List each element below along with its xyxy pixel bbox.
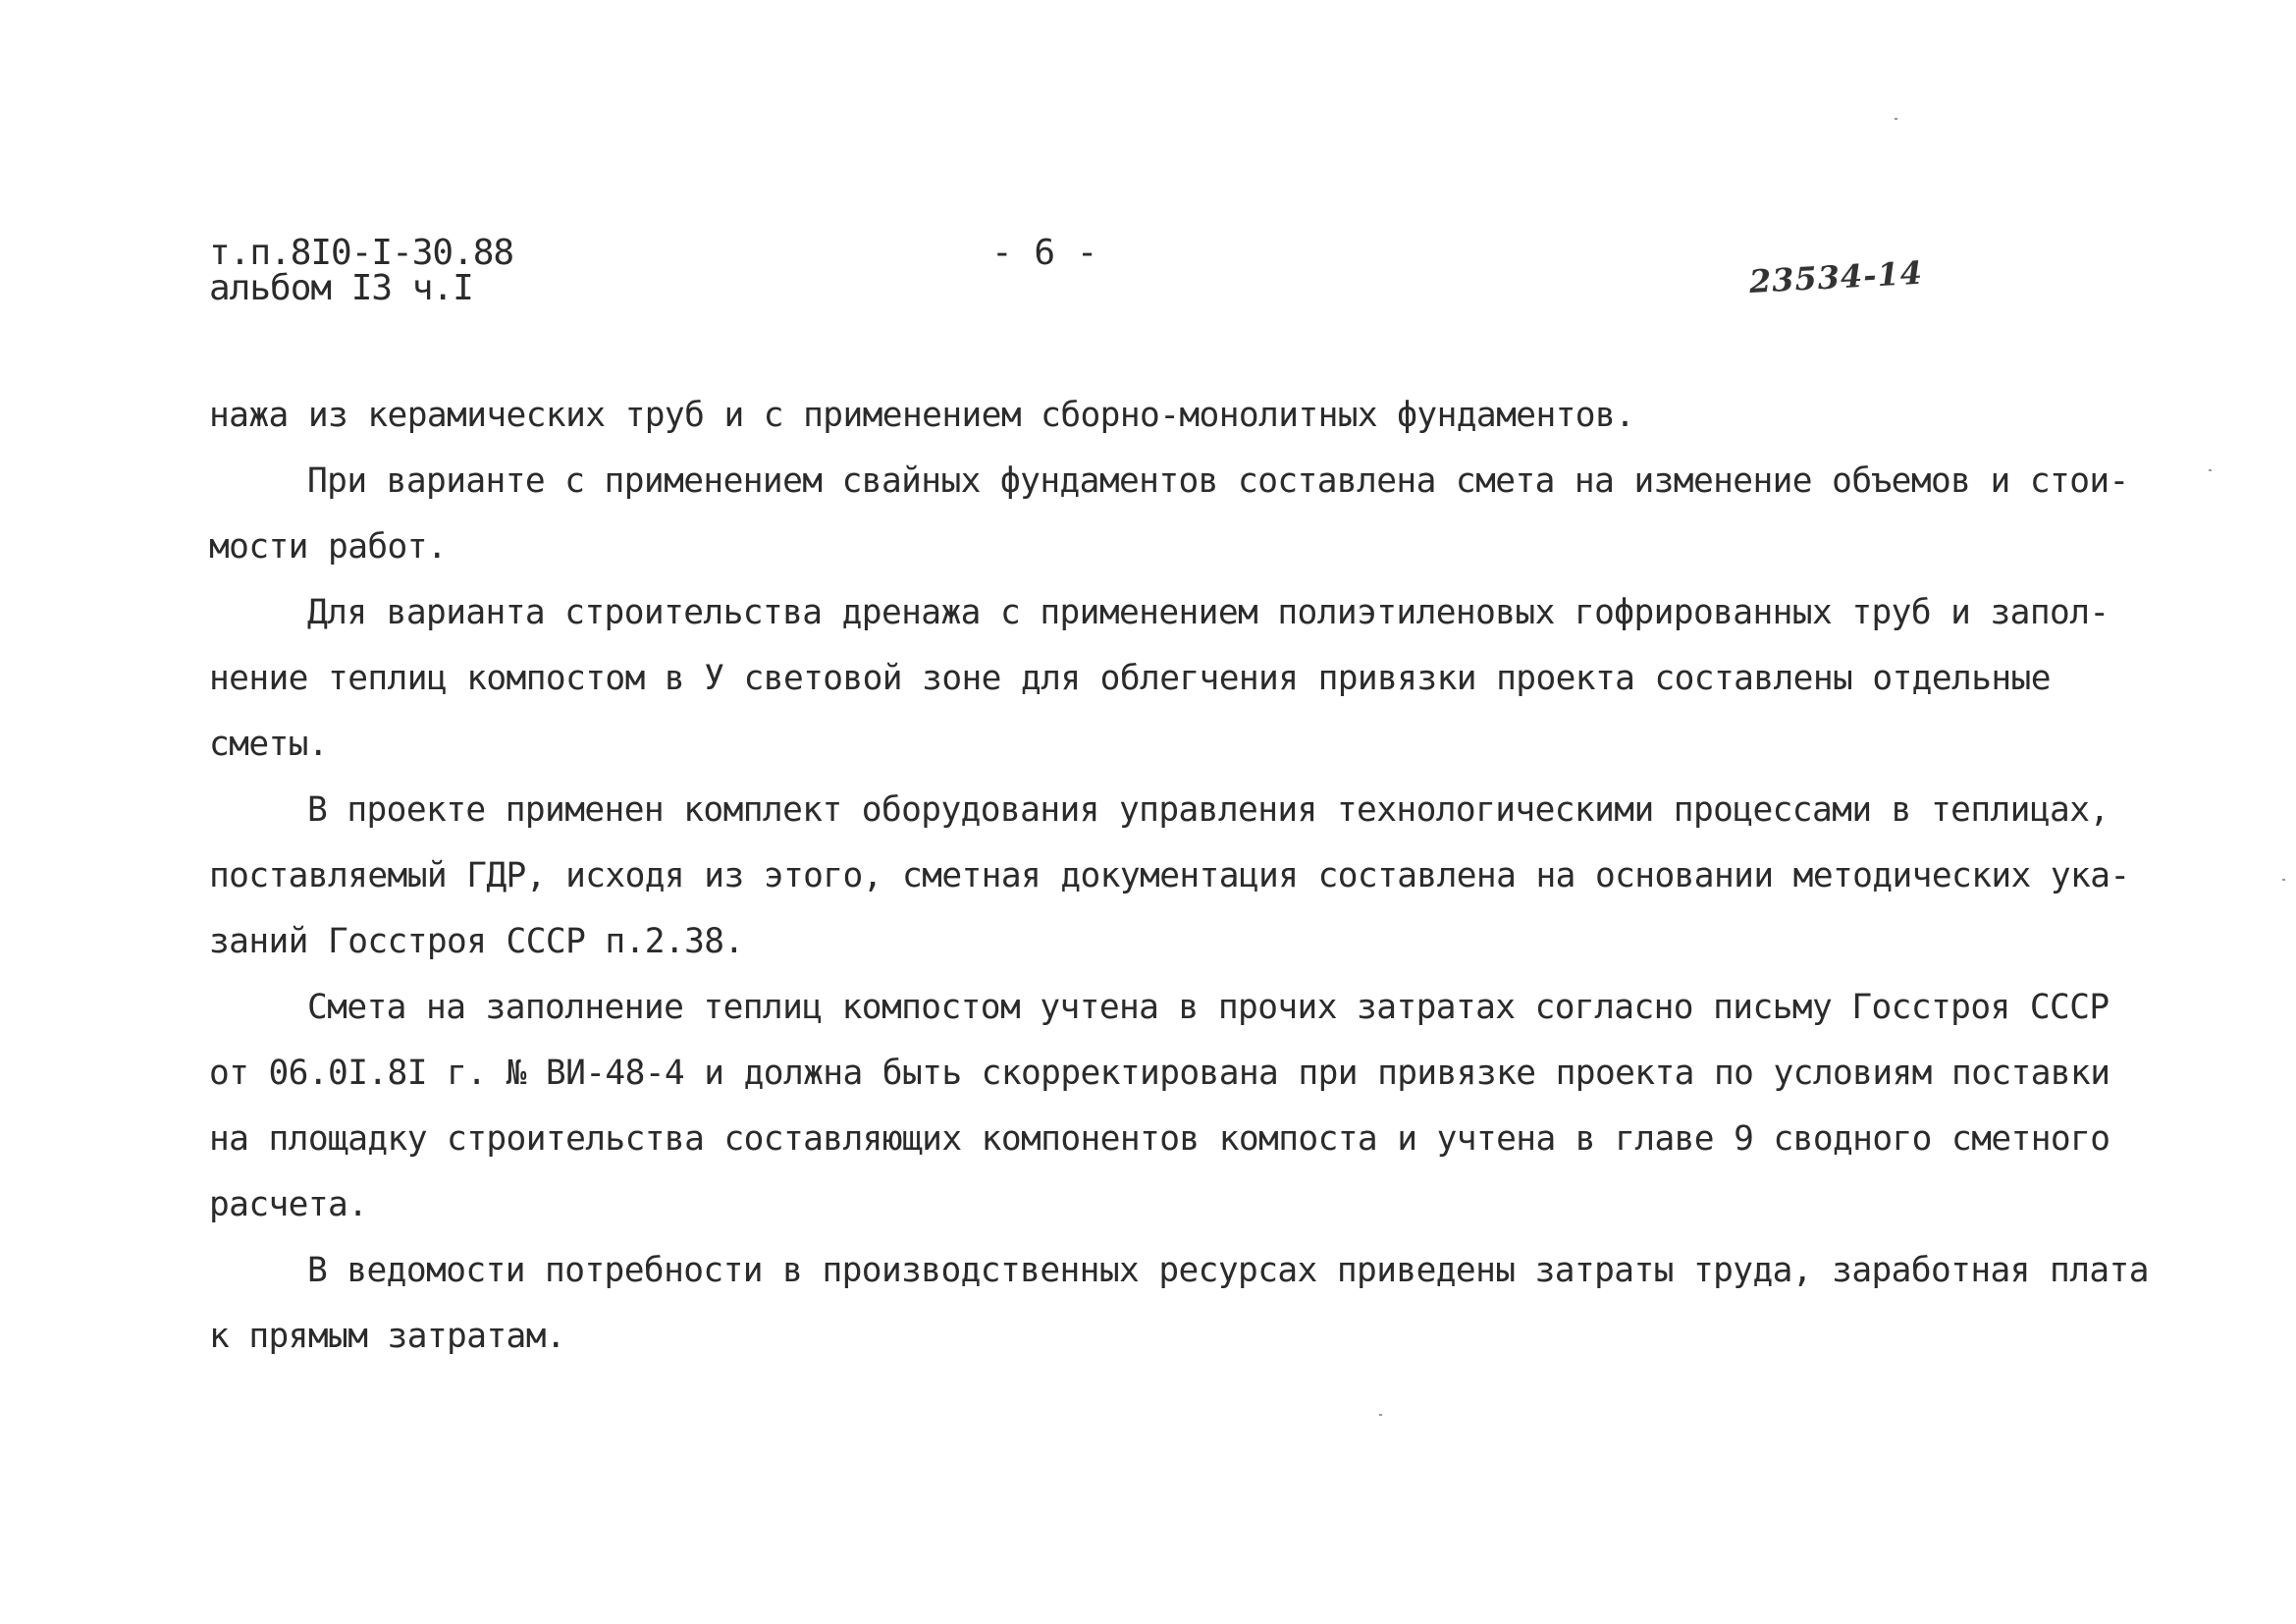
- scan-speck: [1379, 1414, 1382, 1416]
- text-line: на площадку строительства составляющих компонентов компоста и учтена в главе 9 сводного сметного: [209, 1119, 2110, 1159]
- document-code-line-2: альбом I3 ч.I: [209, 268, 473, 308]
- text-line: При варианте с применением свайных фундаментов составлена смета на изменение объемов и стои-: [307, 461, 2129, 501]
- text-line: нение теплиц компостом в У световой зоне для облегчения привязки проекта составлены отдельные: [209, 659, 2051, 698]
- text-line: мости работ.: [209, 527, 448, 567]
- text-line: от 06.0I.8I г. № ВИ-48-4 и должна быть скорректирована при привязке проекта по условиям поставки: [209, 1054, 2110, 1093]
- body-text: [209, 383, 2182, 1370]
- text-line: расчета.: [209, 1185, 368, 1224]
- text-line: поставляемый ГДР, исходя из этого, сметная документация составлена на основании методических ука-: [209, 856, 2130, 895]
- scan-speck: [2209, 469, 2212, 471]
- text-line: нажа из керамических труб и с применением сборно-монолитных фундаментов.: [209, 396, 1635, 435]
- text-line: В проекте применен комплект оборудования управления технологическими процессами в теплицах,: [307, 790, 2109, 830]
- text-line: Смета на заполнение теплиц компостом учтена в прочих затратах согласно письму Госстроя СССР: [307, 988, 2109, 1027]
- text-line: Для варианта строительства дренажа с применением полиэтиленовых гофрированных труб и запол-: [307, 593, 2109, 632]
- document-code-line-1: т.п.8I0-I-30.88: [209, 233, 514, 273]
- scan-speck: [2282, 879, 2285, 881]
- text-line: заний Госстроя СССР п.2.38.: [209, 922, 744, 961]
- scan-speck: [1895, 118, 1897, 120]
- text-line: к прямым затратам.: [209, 1317, 566, 1356]
- page-number: - 6 -: [991, 233, 1098, 273]
- handwritten-inventory-number: 23534-14: [1748, 253, 1924, 300]
- text-line: сметы.: [209, 725, 329, 764]
- text-line: В ведомости потребности в производственных ресурсах приведены затраты труда, заработная плата: [307, 1251, 2149, 1290]
- document-code: [209, 233, 514, 308]
